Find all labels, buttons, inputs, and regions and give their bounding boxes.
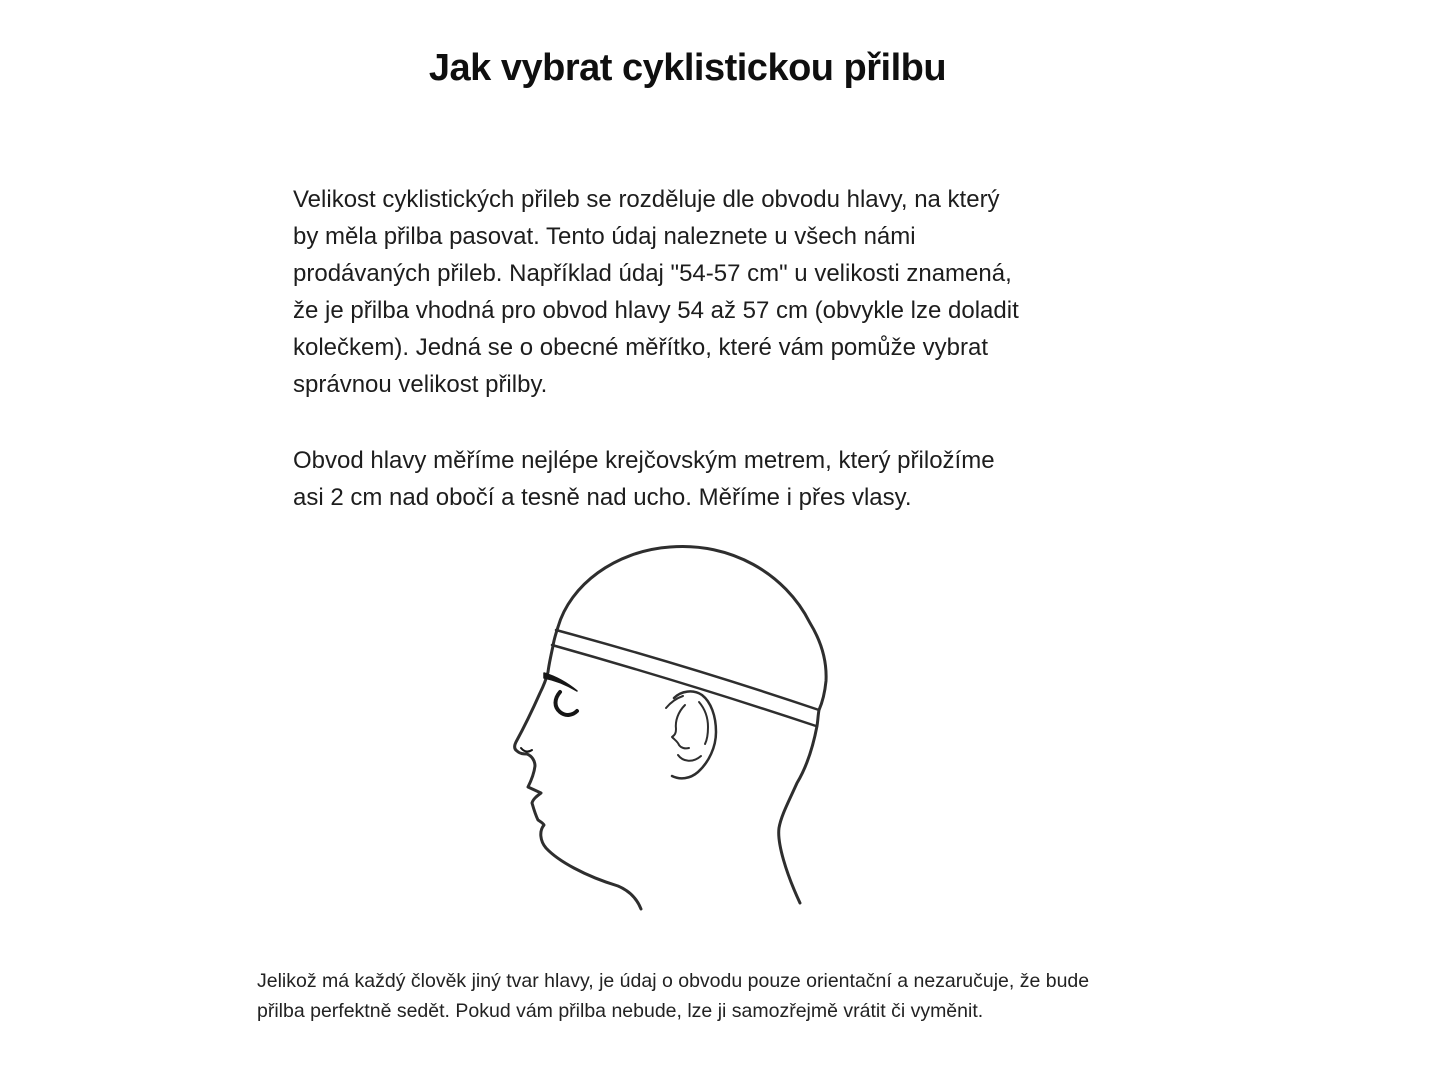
intro-line-6: správnou velikost přilby. — [293, 371, 548, 398]
closed-eye-path — [556, 692, 578, 715]
measure-line-2: asi 2 cm nad obočí a tesně nad ucho. Měříme i přes vlasy. — [293, 484, 912, 511]
footer-line-2: přilba perfektně sedět. Pokud vám přilba nebude, lze ji samozřejmě vrátit či vyměnit. — [257, 1000, 984, 1022]
page-title: Jak vybrat cyklistickou přilbu — [428, 47, 947, 89]
intro-line-3: prodávaných přileb. Například údaj "54-57 cm" u velikosti znamená, — [293, 260, 1012, 287]
face-profile-path — [515, 646, 641, 909]
ear-inner-helix-path — [699, 702, 708, 744]
eyebrow-shape — [544, 673, 577, 691]
ear-antihelix-path — [672, 705, 689, 748]
footer-note — [257, 966, 1089, 1026]
head-profile-measuring-tape-illustration — [480, 535, 930, 950]
intro-paragraph — [293, 181, 1019, 403]
intro-line-2: by měla přilba pasovat. Tento údaj naleznete u všech námi — [293, 223, 916, 250]
measuring-tape-bottom-edge — [552, 645, 816, 726]
measuring-tape-top-edge — [556, 630, 819, 710]
intro-line-4: že je přilba vhodná pro obvod hlavy 54 až 57 cm (obvykle lze doladit — [293, 297, 1019, 324]
ear-outer-helix-path — [672, 691, 716, 778]
intro-line-1: Velikost cyklistických přileb se rozděluje dle obvodu hlavy, na který — [293, 186, 1000, 213]
measuring-paragraph — [293, 442, 995, 516]
nostril-path — [521, 748, 532, 752]
skull-outline-path — [553, 546, 826, 903]
intro-line-5: kolečkem). Jedná se o obecné měřítko, které vám pomůže vybrat — [293, 334, 988, 361]
footer-line-1: Jelikož má každý člověk jiný tvar hlavy, je údaj o obvodu pouze orientační a nezaručuje, že bude — [257, 970, 1090, 992]
ear-lobe-notch-path — [678, 755, 701, 761]
measure-line-1: Obvod hlavy měříme nejlépe krejčovským metrem, který přiložíme — [293, 447, 995, 474]
